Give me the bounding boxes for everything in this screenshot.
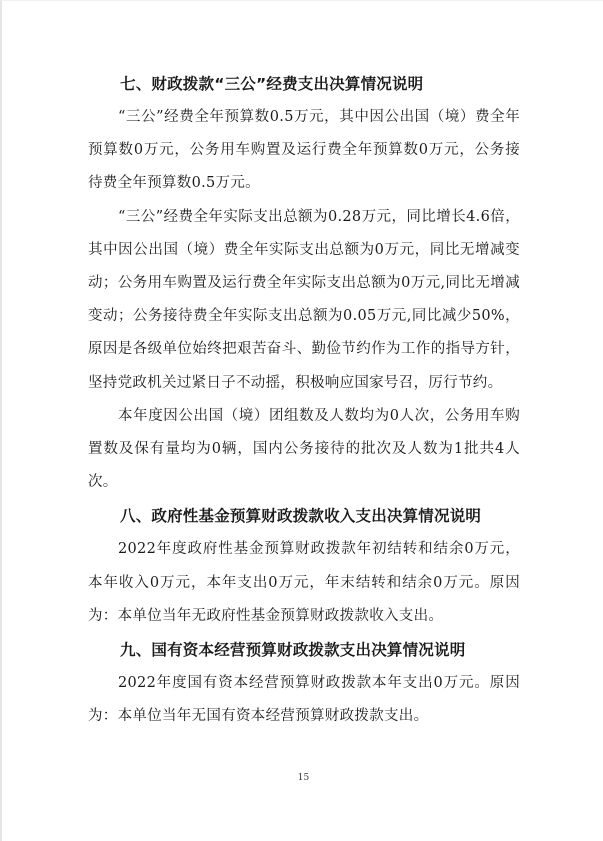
section-heading: 七、财政拨款“三公”经费支出决算情况说明 [120, 75, 424, 93]
section-government-fund-budget [88, 499, 520, 633]
paragraph: “三公”经费全年实际支出总额为0.28万元，同比增长4.6倍，其中因公出国（境）费全年实际支出总额为0万元，同比无增减变动；公务用车购置及运行费全年实际支出总额为0万元,同比无增减变动；公务接待费全年实际支出总额为0.05万元,同比减少50%，原因是各级单位始终把艰苦奋斗、勤俭节约作为工作的指导方针，坚持党政机关过紧日子不动摇，积极响应国家号召，厉行节约。 [88, 208, 520, 391]
paragraph: 2022年度国有资本经营预算财政拨款本年支出0万元。原因为：本单位当年无国有资本经营预算财政拨款支出。 [88, 675, 520, 725]
paragraph: 2022年度政府性基金预算财政拨款年初结转和结余0万元，本年收入0万元，本年支出0万元，年末结转和结余0万元。原因为：本单位当年无政府性基金预算财政拨款收入支出。 [88, 541, 520, 624]
section-heading: 八、政府性基金预算财政拨款收入支出决算情况说明 [120, 507, 482, 526]
section-state-capital-budget [88, 633, 520, 733]
document-body [88, 67, 520, 733]
paragraph: “三公”经费全年预算数0.5万元，其中因公出国（境）费全年预算数0万元，公务用车购置及运行费全年预算数0万元，公务接待费全年预算数0.5万元。 [88, 109, 520, 192]
paragraph: 本年度因公出国（境）团组数及人数均为0人次，公务用车购置数及保有量均为0辆，国内公务接待的批次及人数为1批共4人次。 [88, 407, 520, 491]
section-heading: 九、国有资本经营预算财政拨款支出决算情况说明 [120, 641, 466, 660]
section-three-public-expenses [88, 67, 520, 499]
page-number: 15 [297, 773, 310, 783]
